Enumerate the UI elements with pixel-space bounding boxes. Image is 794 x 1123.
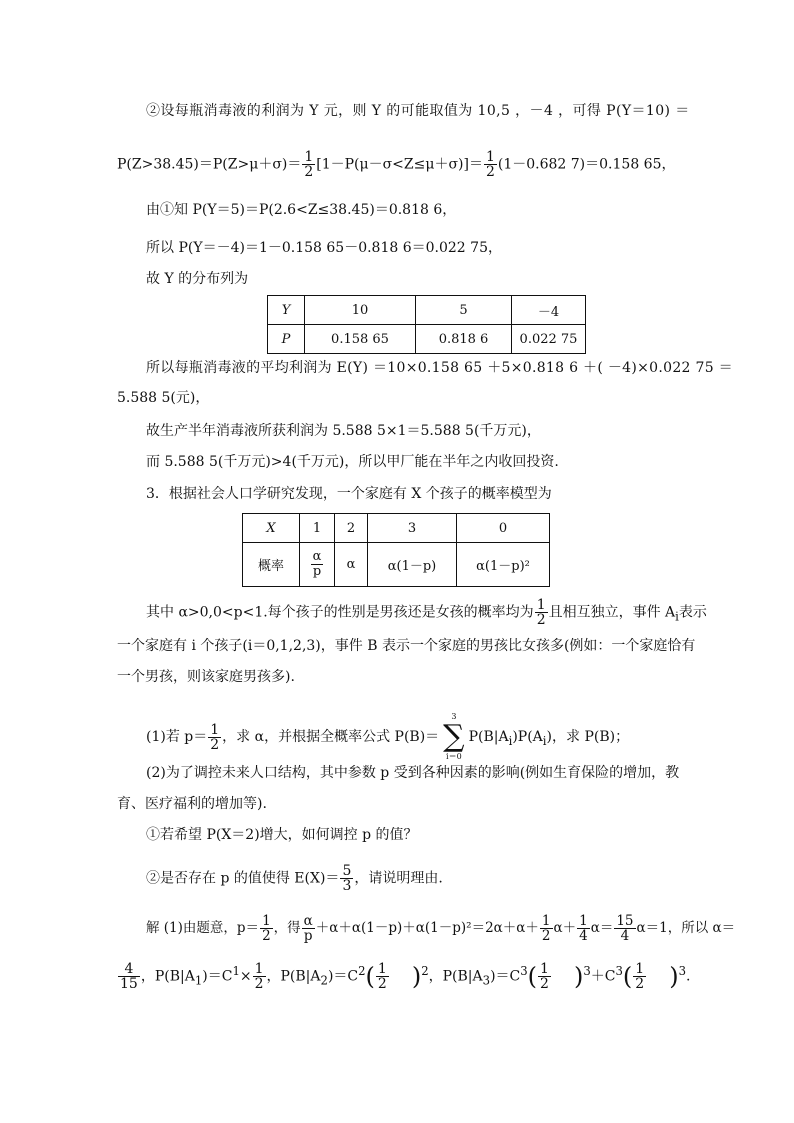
frac-den: 3 xyxy=(342,878,352,894)
sum-upper: 3 xyxy=(451,712,457,721)
table-cell: 概率 xyxy=(243,543,300,587)
paren-group xyxy=(528,962,584,991)
text-line: 所以每瓶消毒液的平均利润为 E(Y) ＝10×0.158 65 ＋5×0.818 6 ＋( －4)×0.022 75 ＝ xyxy=(146,360,733,376)
superscript: 2 xyxy=(421,964,429,978)
frac-num: 1 xyxy=(304,149,314,165)
frac-den: 2 xyxy=(541,928,551,944)
text-segment: ，P(B|A xyxy=(266,968,321,985)
text-line: 5.588 5(元)， xyxy=(117,390,210,406)
frac-den: 2 xyxy=(262,928,271,944)
subscript: 2 xyxy=(320,973,328,988)
sum-symbol: ∑ xyxy=(443,719,465,754)
fraction xyxy=(484,150,497,179)
left-paren: ( xyxy=(527,962,538,991)
superscript: 3 xyxy=(678,964,686,978)
text-line: 所以 P(Y＝－4)＝1－0.158 65－0.818 6＝0.022 75， xyxy=(146,240,502,256)
frac-num: 1 xyxy=(579,913,588,929)
summation xyxy=(443,712,464,762)
frac-den: 2 xyxy=(540,976,549,993)
text-segment: (1－0.682 7)＝0.158 65， xyxy=(497,156,676,173)
frac-num: 1 xyxy=(254,961,264,978)
frac-num: 15 xyxy=(616,913,634,929)
text-segment: ，P(B|A xyxy=(140,968,195,985)
text-segment: )＝C xyxy=(490,968,521,985)
text-segment: )P(A xyxy=(512,729,543,745)
subscript: i xyxy=(508,733,513,748)
fraction xyxy=(577,914,590,943)
table-cell: 2 xyxy=(335,514,368,543)
frac-num: 1 xyxy=(485,149,495,165)
frac-den: 2 xyxy=(304,164,314,180)
fraction xyxy=(302,150,315,179)
frac-den: p xyxy=(312,564,322,579)
frac-den: 2 xyxy=(485,164,495,180)
frac-num: 1 xyxy=(536,597,546,613)
subscript: i xyxy=(542,733,547,748)
cell-text: P xyxy=(281,331,291,347)
probability-table-x xyxy=(242,513,550,587)
text-line: 而 5.588 5(千万元)>4(千万元)，所以甲厂能在半年之内收回投资. xyxy=(146,454,559,470)
fraction xyxy=(538,962,551,991)
text-segment: ②是否存在 p 的值使得 E(X)＝ xyxy=(146,870,340,887)
fraction xyxy=(118,962,140,991)
fraction xyxy=(614,914,635,943)
right-paren: ) xyxy=(573,962,584,991)
table-cell: α(1－p) xyxy=(368,543,457,587)
text-line: (2)为了调控未来人口结构，其中参数 p 受到各种因素的影响(例如生育保险的增加，教 xyxy=(146,765,680,781)
frac-den: 4 xyxy=(620,928,630,944)
text-segment: × xyxy=(239,968,252,985)
text-segment: 其中 α>0,0<p<1.每个孩子的性别是男孩还是女孩的概率均为 xyxy=(146,604,534,621)
text-line xyxy=(146,914,735,943)
fraction xyxy=(340,864,353,893)
text-line xyxy=(117,150,676,179)
table-cell: α xyxy=(335,543,368,587)
text-segment: 且相互独立，事件 A xyxy=(548,604,676,621)
text-segment: P(B|A xyxy=(468,729,509,745)
fraction xyxy=(376,962,389,991)
frac-num: 1 xyxy=(635,961,645,978)
text-line: 一个男孩，则该家庭男孩多). xyxy=(117,669,295,685)
text-line: 育、医疗福利的增加等). xyxy=(117,796,267,812)
frac-num: α xyxy=(312,549,322,564)
table-cell: α(1－p)² xyxy=(457,543,550,587)
paren-group xyxy=(623,962,679,991)
text-line xyxy=(146,712,629,762)
text-line: 故生产半年消毒液所获利润为 5.588 5×1＝5.588 5(千万元)， xyxy=(146,423,541,439)
text-line: ②设每瓶消毒液的利润为 Y 元，则 Y 的可能取值为 10,5 ，－4 ，可得 P(Y＝10) ＝ xyxy=(146,103,690,119)
fraction xyxy=(633,962,646,991)
fraction xyxy=(540,914,553,943)
frac-num: 1 xyxy=(541,913,551,929)
fraction xyxy=(260,914,273,943)
left-paren: ( xyxy=(365,962,375,991)
text-segment: ＋C xyxy=(590,968,616,985)
text-segment: α＝ xyxy=(590,920,614,936)
superscript: 2 xyxy=(358,964,366,978)
fraction xyxy=(208,723,221,752)
text-segment: )＝C xyxy=(327,968,359,985)
table-cell: 10 xyxy=(305,296,416,325)
frac-den: 4 xyxy=(579,928,588,944)
superscript: 3 xyxy=(615,964,623,978)
text-segment: ＋α＋α(1－p)＋α(1－p)²＝2α＋α＋ xyxy=(315,920,539,936)
text-line: 由①知 P(Y＝5)＝P(2.6<Z≤38.45)＝0.818 6， xyxy=(146,202,457,218)
text-line: ①若希望 P(X＝2)增大，如何调控 p 的值？ xyxy=(146,827,418,843)
paren-group xyxy=(366,962,422,991)
text-segment: )＝C xyxy=(202,968,233,985)
frac-num: 4 xyxy=(118,962,140,977)
text-segment: α＝1，所以 α＝ xyxy=(636,920,736,936)
table-cell: 1 xyxy=(300,514,335,543)
frac-den: 2 xyxy=(377,976,387,993)
cell-text: Y xyxy=(281,302,291,318)
text-segment: ，请说明理由. xyxy=(354,870,443,887)
text-segment: P(Z>38.45)＝P(Z>μ＋σ)＝ xyxy=(117,156,302,173)
frac-num: 1 xyxy=(377,961,387,978)
table-cell xyxy=(268,325,305,354)
text-segment: ，得 xyxy=(273,920,301,936)
text-line xyxy=(146,598,707,627)
subscript: 3 xyxy=(482,973,491,988)
text-line xyxy=(117,962,690,991)
text-segment: 解 (1)由题意，p＝ xyxy=(146,920,260,936)
text-segment: [1－P(μ－σ<Z≤μ＋σ)]＝ xyxy=(316,156,483,173)
frac-den: p xyxy=(303,928,313,944)
frac-den: 2 xyxy=(536,612,546,628)
table-cell: 5 xyxy=(416,296,512,325)
fraction xyxy=(535,598,548,627)
table-cell: 0.818 6 xyxy=(416,325,512,354)
text-line: 一个家庭有 i 个孩子(i＝0,1,2,3)，事件 B 表示一个家庭的男孩比女孩多(例如：一个家庭恰有 xyxy=(117,638,696,654)
text-segment: α＋ xyxy=(553,920,577,936)
table-cell xyxy=(268,296,305,325)
fraction xyxy=(302,914,315,943)
text-segment: ，P(B|A xyxy=(428,968,483,985)
fraction xyxy=(311,550,324,579)
frac-den: 2 xyxy=(254,976,264,993)
superscript: 3 xyxy=(583,964,591,978)
table-cell xyxy=(243,514,300,543)
table-cell: －4 xyxy=(512,296,586,325)
table-cell: 0.022 75 xyxy=(512,325,586,354)
text-segment: ，求 α，并根据全概率公式 P(B)＝ xyxy=(222,729,440,745)
table-cell: 0.158 65 xyxy=(305,325,416,354)
subscript: i xyxy=(675,609,679,624)
subscript: 1 xyxy=(194,973,203,988)
right-paren: ) xyxy=(669,962,679,991)
fraction xyxy=(253,962,266,991)
text-segment: 表示 xyxy=(678,604,707,621)
distribution-table-y xyxy=(267,295,586,354)
text-line xyxy=(146,864,443,893)
superscript: 1 xyxy=(232,964,240,978)
frac-num: 1 xyxy=(210,721,220,738)
left-paren: ( xyxy=(622,962,633,991)
table-cell: 0 xyxy=(457,514,550,543)
frac-den: 2 xyxy=(210,736,220,753)
text-segment: . xyxy=(686,968,691,985)
frac-den: 15 xyxy=(120,976,138,993)
right-paren: ) xyxy=(411,962,422,991)
frac-num: 1 xyxy=(262,913,271,929)
table-cell xyxy=(300,543,335,587)
frac-num: 1 xyxy=(540,961,549,978)
text-line: 故 Y 的分布列为 xyxy=(146,271,249,287)
frac-num: 5 xyxy=(342,863,352,879)
frac-num: α xyxy=(303,913,313,929)
table-cell: 3 xyxy=(368,514,457,543)
superscript: 3 xyxy=(520,964,528,978)
text-line: 3．根据社会人口学研究发现，一个家庭有 X 个孩子的概率模型为 xyxy=(146,486,552,502)
sum-lower: i＝0 xyxy=(446,752,462,761)
cell-text: X xyxy=(266,520,276,536)
frac-den: 2 xyxy=(635,976,645,993)
text-segment: (1)若 p＝ xyxy=(146,729,208,745)
text-segment: )，求 P(B)； xyxy=(546,729,630,745)
